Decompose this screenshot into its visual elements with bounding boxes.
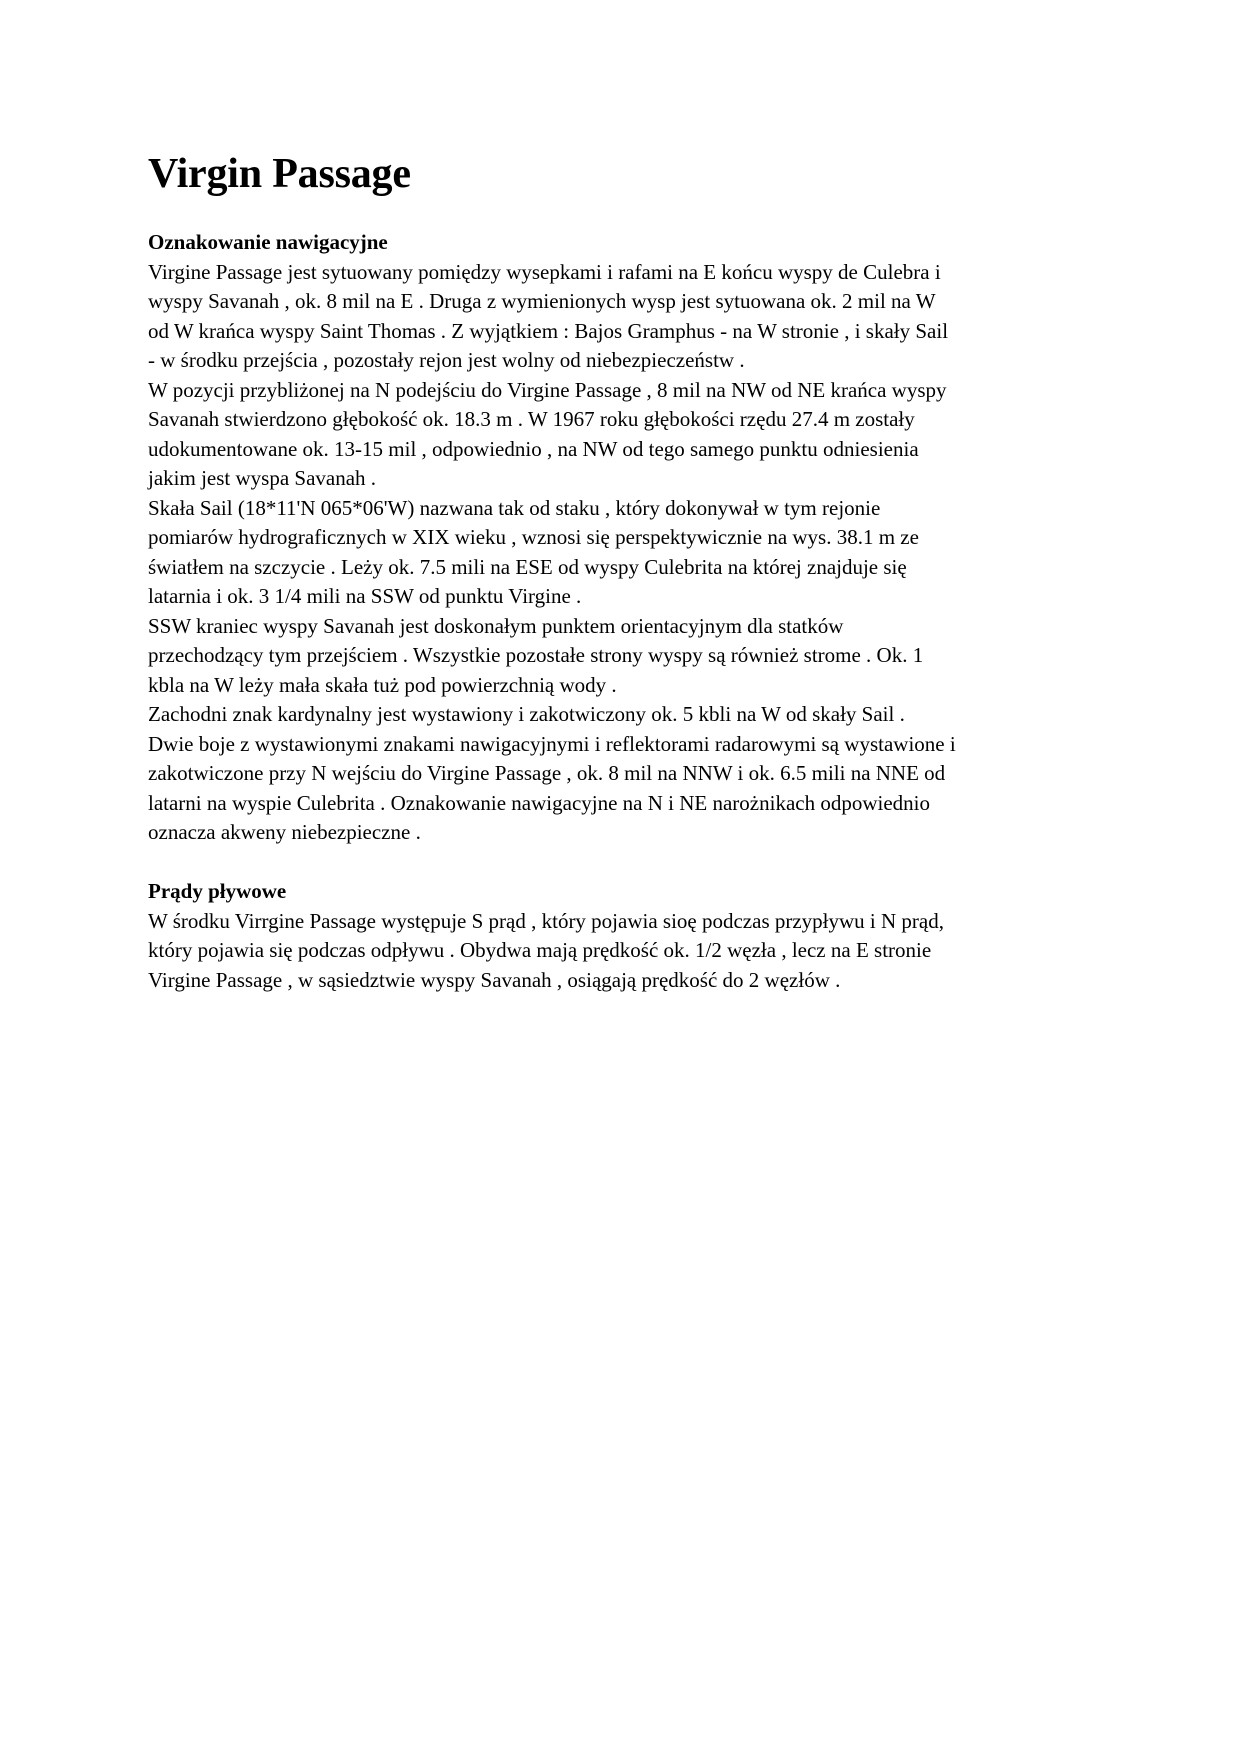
section-heading: Oznakowanie nawigacyjne [148, 230, 388, 254]
paragraph-line: od W krańca wyspy Saint Thomas . Z wyjątkiem : Bajos Gramphus - na W stronie , i skały Sail [148, 318, 949, 343]
paragraph-line: W środku Virrgine Passage występuje S prąd , który pojawia sioę podczas przypływu i N prąd, [148, 908, 945, 933]
paragraph-line: Virgine Passage jest sytuowany pomiędzy wysepkami i rafami na E końcu wyspy de Culebra i [148, 259, 941, 284]
paragraph-line: kbla na W leży mała skała tuż pod powierzchnią wody . [148, 672, 617, 697]
paragraph-line: SSW kraniec wyspy Savanah jest doskonałym punktem orientacyjnym dla statków [148, 613, 844, 638]
paragraph-line: który pojawia się podczas odpływu . Obydwa mają prędkość ok. 1/2 węzła , lecz na E stronie [148, 938, 932, 962]
paragraph-line: Virgine Passage , w sąsiedztwie wyspy Savanah , osiągają prędkość do 2 węzłów . [148, 967, 841, 992]
paragraph-line: Zachodni znak kardynalny jest wystawiony i zakotwiczony ok. 5 kbli na W od skały Sail . [148, 702, 905, 726]
paragraph-line: wyspy Savanah , ok. 8 mil na E . Druga z wymienionych wysp jest sytuowana ok. 2 mil na W [148, 289, 936, 313]
section-navigation-markings [148, 228, 1108, 848]
paragraph-line: oznacza akweny niebezpieczne . [148, 820, 421, 844]
paragraph-line: W pozycji przybliżonej na N podejściu do Virgine Passage , 8 mil na NW od NE krańca wyspy [148, 377, 947, 402]
paragraph-line: Skała Sail (18*11'N 065*06'W) nazwana tak od staku , który dokonywał w tym rejonie [148, 495, 881, 520]
paragraph-line: latarni na wyspie Culebrita . Oznakowanie nawigacyjne na N i NE narożnikach odpowiednio [148, 790, 930, 815]
section-tidal-currents [148, 877, 1108, 995]
paragraph-line: jakim jest wyspa Savanah . [148, 466, 377, 490]
section-heading: Prądy pływowe [148, 879, 287, 903]
paragraph-line: przechodzący tym przejściem . Wszystkie pozostałe strony wyspy są również strome . Ok. 1 [148, 643, 924, 667]
document-page [148, 148, 1108, 995]
paragraph-line: latarnia i ok. 3 1/4 mili na SSW od punktu Virgine . [148, 584, 582, 608]
paragraph-line: - w środku przejścia , pozostały rejon jest wolny od niebezpieczeństw . [148, 348, 745, 372]
paragraph-line: pomiarów hydrograficznych w XIX wieku , wznosi się perspektywicznie na wys. 38.1 m ze [148, 525, 919, 549]
paragraph-line: światłem na szczycie . Leży ok. 7.5 mili na ESE od wyspy Culebrita na której znajduje się [148, 554, 907, 579]
paragraph-line: Savanah stwierdzono głębokość ok. 18.3 m . W 1967 roku głębokości rzędu 27.4 m zostały [148, 407, 915, 431]
paragraph-line: zakotwiczone przy N wejściu do Virgine Passage , ok. 8 mil na NNW i ok. 6.5 mili na NNE od [148, 761, 946, 785]
paragraph-line: Dwie boje z wystawionymi znakami nawigacyjnymi i reflektorami radarowymi są wystawione i [148, 731, 956, 756]
paragraph-line: udokumentowane ok. 13-15 mil , odpowiednio , na NW od tego samego punktu odniesienia [148, 436, 919, 461]
document-title: Virgin Passage [148, 151, 411, 197]
